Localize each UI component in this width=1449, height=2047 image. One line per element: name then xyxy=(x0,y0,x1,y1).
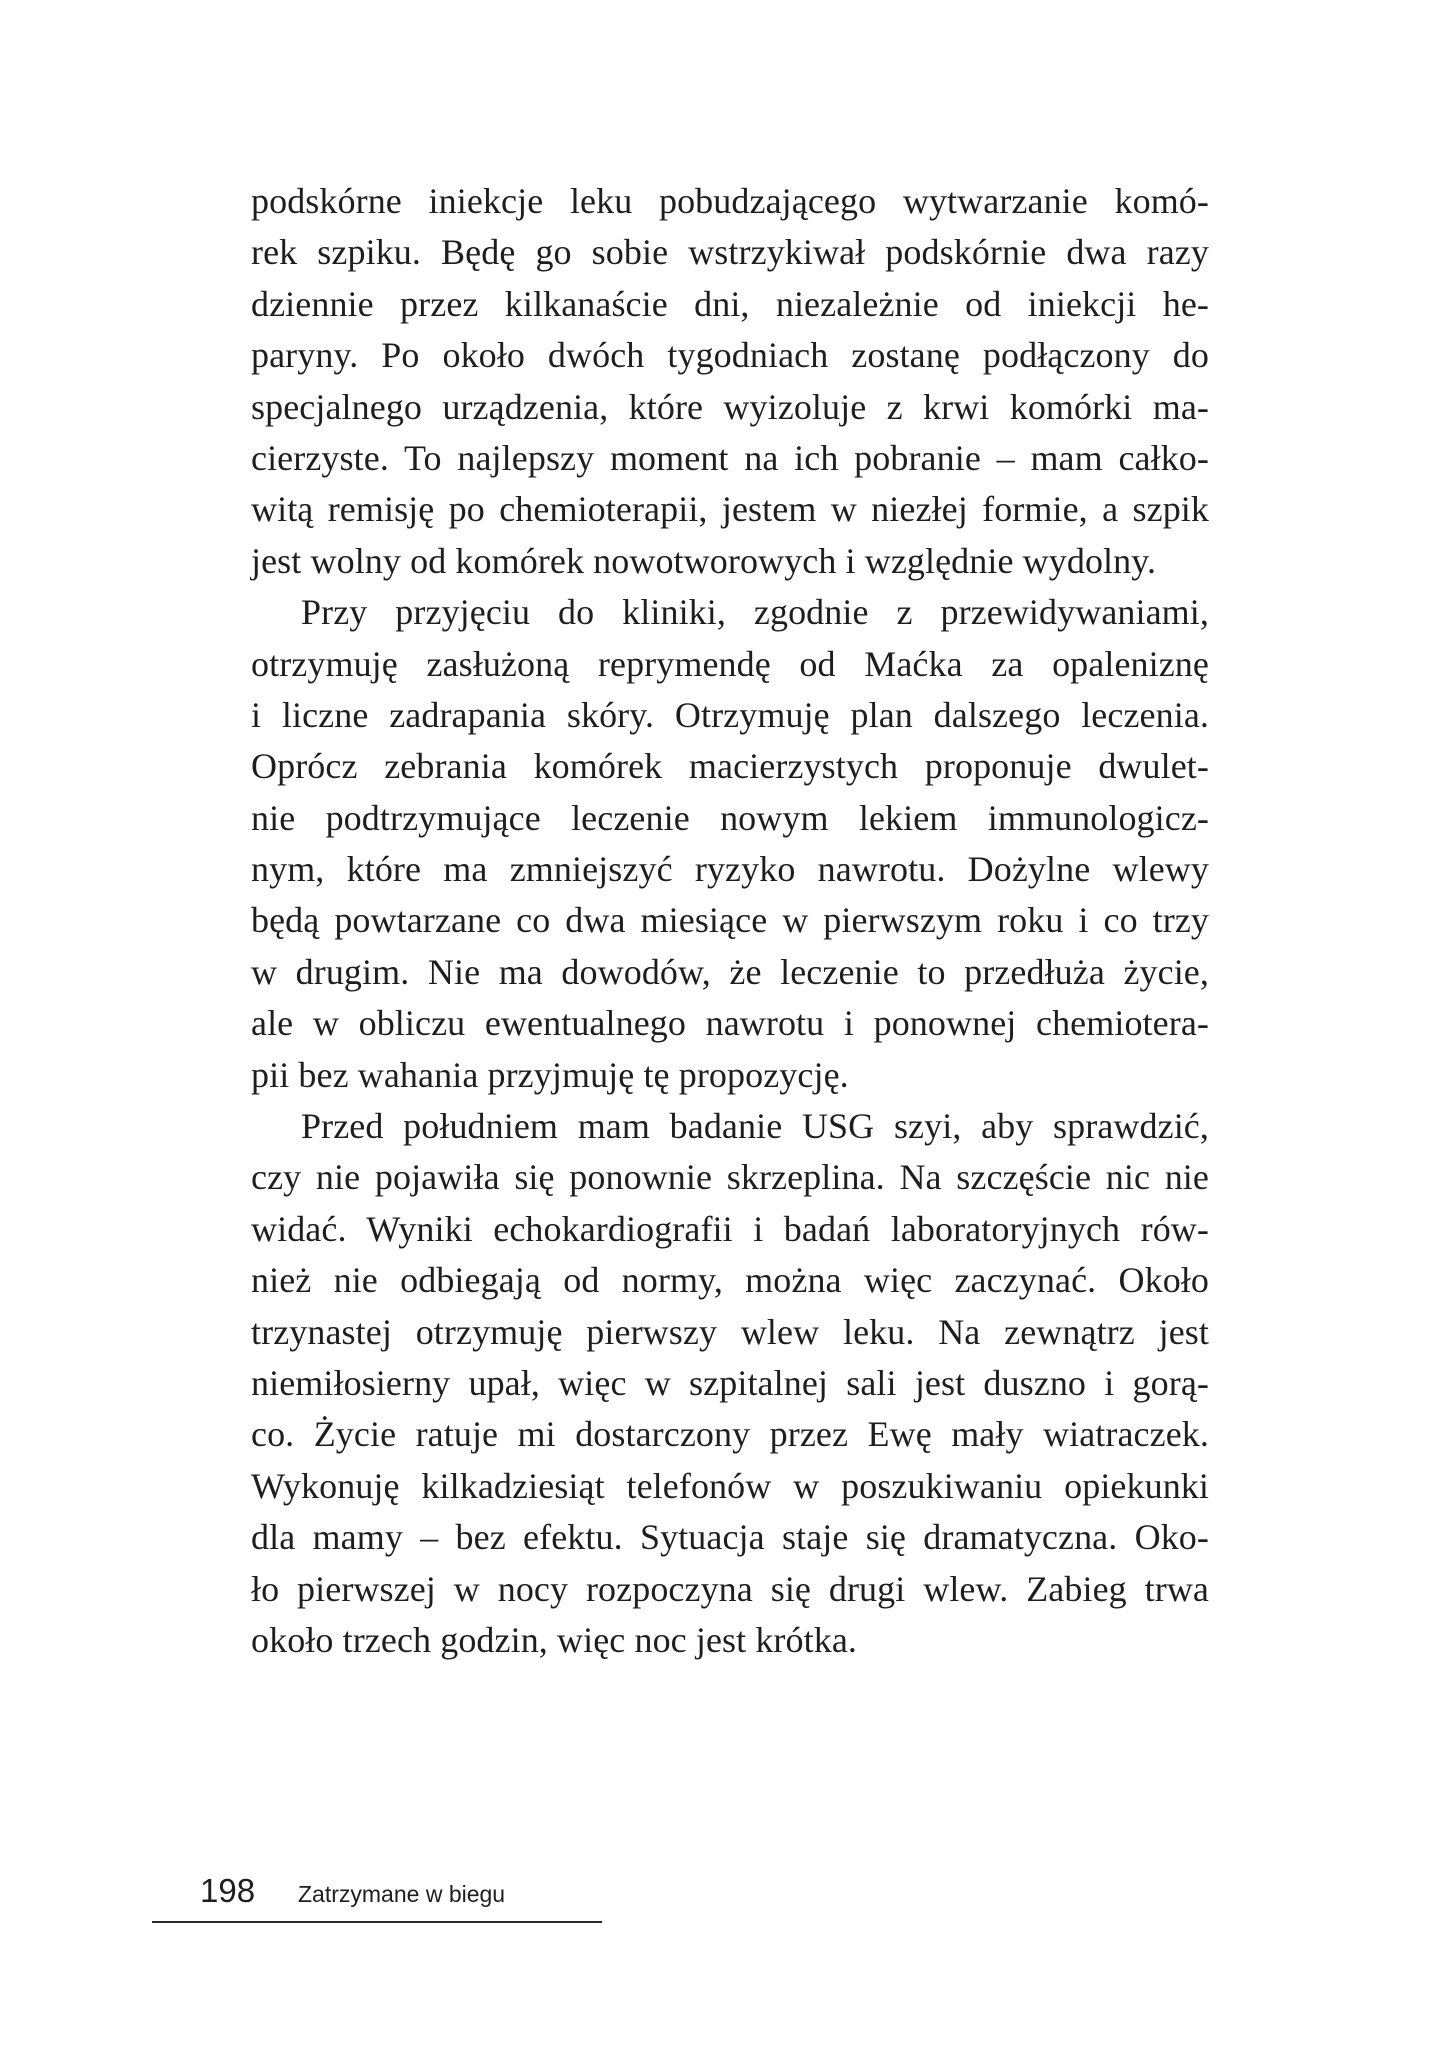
text-line: nie podtrzymujące leczenie nowym lekiem immunologicz- xyxy=(251,797,1209,838)
text-line: paryny. Po około dwóch tygodniach zostanę podłączony do xyxy=(251,335,1209,376)
text-line: pii bez wahania przyjmuję tę propozycję. xyxy=(251,1054,849,1095)
text-line: podskórne iniekcje leku pobudzającego wytwarzanie komó- xyxy=(251,181,1209,221)
text-line: będą powtarzane co dwa miesiące w pierwszym roku i co trzy xyxy=(251,900,1209,941)
text-line: dziennie przez kilkanaście dni, niezależnie od iniekcji he- xyxy=(251,283,1209,324)
footer-rule xyxy=(152,1921,602,1923)
text-line: czy nie pojawiła się ponownie skrzeplina. Na szczęście nic nie xyxy=(251,1157,1209,1198)
text-line: specjalnego urządzenia, które wyizoluje z krwi komórki ma- xyxy=(251,386,1209,427)
text-line: ło pierwszej w nocy rozpoczyna się drugi wlew. Zabieg trwa xyxy=(251,1568,1209,1609)
text-line: otrzymuję zasłużoną reprymendę od Maćka za opaleniznę xyxy=(251,643,1209,684)
text-line: ale w obliczu ewentualnego nawrotu i ponownej chemiotera- xyxy=(251,1003,1209,1044)
text-line: niemiłosierny upał, więc w szpitalnej sali jest duszno i gorą- xyxy=(251,1362,1209,1403)
text-line: rek szpiku. Będę go sobie wstrzykiwał podskórnie dwa razy xyxy=(251,232,1209,273)
text-line: widać. Wyniki echokardiografii i badań laboratoryjnych rów- xyxy=(251,1208,1209,1249)
text-line: trzynastej otrzymuję pierwszy wlew leku. Na zewnątrz jest xyxy=(251,1311,1209,1352)
text-line: Przed południem mam badanie USG szyi, aby sprawdzić, xyxy=(301,1106,1209,1147)
text-line: i liczne zadrapania skóry. Otrzymuję plan dalszego leczenia. xyxy=(251,694,1209,735)
text-line: nież nie odbiegają od normy, można więc zaczynać. Około xyxy=(251,1260,1209,1301)
running-title: Zatrzymane w biegu xyxy=(298,1881,506,1907)
text-line: jest wolny od komórek nowotworowych i względnie wydolny. xyxy=(251,540,1157,581)
text-line: Przy przyjęciu do kliniki, zgodnie z przewidywaniami, xyxy=(301,592,1209,633)
text-line: cierzyste. To najlepszy moment na ich pobranie – mam całko- xyxy=(251,437,1209,478)
text-line: co. Życie ratuje mi dostarczony przez Ewę mały wiatraczek. xyxy=(251,1414,1209,1455)
text-line: witą remisję po chemioterapii, jestem w niezłej formie, a szpik xyxy=(251,489,1209,530)
text-line: około trzech godzin, więc noc jest krótka. xyxy=(251,1619,858,1660)
text-line: Oprócz zebrania komórek macierzystych proponuje dwulet- xyxy=(251,746,1209,787)
text-line: nym, które ma zmniejszyć ryzyko nawrotu. Dożylne wlewy xyxy=(251,849,1209,890)
page-number: 198 xyxy=(200,1872,256,1909)
body-text xyxy=(251,176,1209,1666)
text-line: Wykonuję kilkadziesiąt telefonów w poszukiwaniu opiekunki xyxy=(251,1465,1209,1506)
text-line: w drugim. Nie ma dowodów, że leczenie to przedłuża życie, xyxy=(251,951,1209,992)
text-line: dla mamy – bez efektu. Sytuacja staje się dramatyczna. Oko- xyxy=(251,1517,1209,1558)
